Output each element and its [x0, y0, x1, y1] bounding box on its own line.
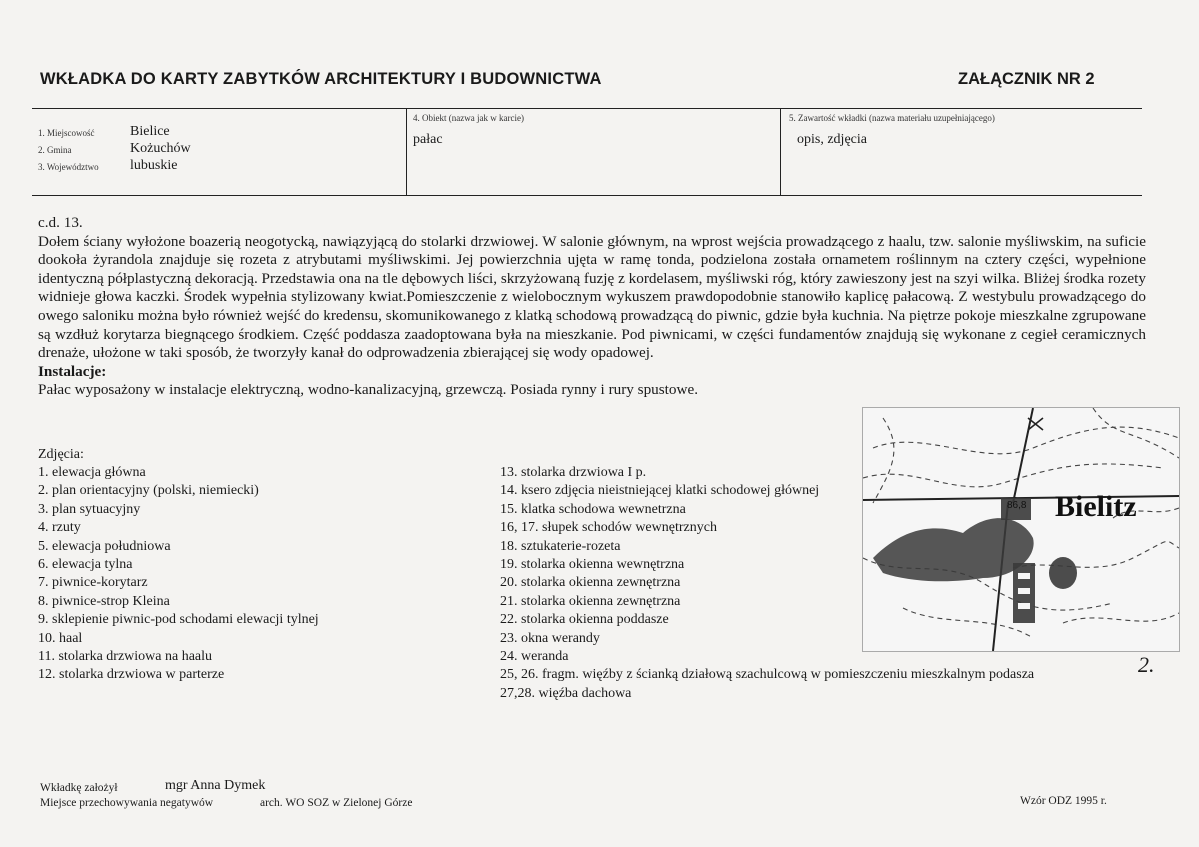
object-label: 4. Obiekt (nazwa jak w karcie)	[413, 113, 524, 123]
list-item: 20. stolarka okienna zewnętrzna	[500, 575, 681, 591]
installations-heading: Instalacje:	[38, 362, 107, 380]
list-item: 8. piwnice-strop Kleina	[38, 593, 170, 609]
list-item: 21. stolarka okienna zewnętrzna	[500, 593, 681, 609]
list-item: 13. stolarka drzwiowa I p.	[500, 465, 647, 480]
installations-text: Pałac wyposażony w instalacje elektryczną, wodno-kanalizacyjną, grzewczą. Posiada rynny i rury spustowe.	[38, 381, 698, 399]
document-title: WKŁADKA DO KARTY ZABYTKÓW ARCHITEKTURY I BUDOWNICTWA	[40, 70, 602, 88]
continued-marker: c.d. 13.	[38, 214, 83, 231]
map-drawing	[863, 408, 1179, 651]
list-item: 11. stolarka drzwiowa na haalu	[38, 649, 213, 665]
list-item: 15. klatka schodowa wewnetrzna	[500, 501, 686, 517]
photos-heading: Zdjęcia:	[38, 447, 84, 462]
storage-value: arch. WO SOZ w Zielonej Górze	[260, 797, 413, 809]
form-divider-2	[780, 108, 781, 195]
template-version: Wzór ODZ 1995 r.	[1020, 795, 1107, 807]
annex-number: ZAŁĄCZNIK NR 2	[958, 70, 1095, 88]
commune-label: 2. Gmina	[38, 145, 72, 155]
list-item: 10. haal	[38, 630, 83, 646]
list-item: 23. okna werandy	[500, 630, 600, 646]
list-item: 22. stolarka okienna poddasze	[500, 612, 669, 628]
list-item: 18. sztukaterie-rozeta	[500, 538, 621, 554]
description-body	[38, 214, 1146, 400]
voivodeship-label: 3. Województwo	[38, 162, 99, 172]
storage-label: Miejsce przechowywania negatywów	[40, 797, 214, 809]
list-item: 1. elewacja główna	[38, 465, 146, 480]
list-item: 14. ksero zdjęcia nieistniejącej klatki schodowej głównej	[500, 483, 820, 499]
list-item: 3. plan sytuacyjny	[38, 501, 141, 517]
list-item: 25, 26. fragm. więźby z ścianką działową szachulcową w pomieszczeniu mieszkalnym podasza	[500, 667, 1035, 683]
map-marker-label: 86,8	[1007, 500, 1027, 511]
list-item: 9. sklepienie piwnic-pod schodami elewacji tylnej	[38, 612, 319, 628]
description-paragraph: Dołem ściany wyłożone boazerią neogotycką, nawiązyjącą do stolarki drzwiowej. W salonie głównym, na wprost wejścia prowadzącego z haalu, tzw. salonie myśliwskim, na suficie dookoła żyrandola znajduje się rozeta z atrybutami myśliwskimi. Jej powierzchnia ujęta w ramę tonda, podzielona została ornametem roślinnym na cztery części, wypełnione identyczną półplastyczną dekoracją. Przedstawia ona na tle dębowych liści, skrzyżowaną fuzję z kordelasem, myśliwski róg, który zawieszony jest na szyi wilka. Bliżej środka rozety widnieje głowa kaczki. Środek wypełnia stylizowany kwiat.Pomieszczenie z wielobocznym wykuszem prawdopodobnie stanowiło kaplicę pałacową. Z westybulu prowadzącego do owego saloniku można było również wejść do kredensu, skomunikowanego z klatką schodową prowadzącą do piwnic, gdzie była kuchnia. Na piętrze pokoje mieszkalne zgrupowane są wzdłuż korytarza biegnącego środkiem. Część poddasza zaadoptowana była na mieszkanie. Pod piwnicami, w części fundamentów znajdują się wykonane z cegieł ceramicznych drenaże, ułożone w taki sposób, że tworzyły kanał do odprowadzenia zbierającej się wody opadowej.	[38, 232, 1146, 362]
list-item: 2. plan orientacyjny (polski, niemiecki)	[38, 483, 259, 499]
list-item: 16, 17. słupek schodów wewnętrznych	[500, 520, 717, 536]
list-item: 24. weranda	[500, 649, 569, 665]
location-label: 1. Miejscowość	[38, 128, 95, 138]
map-town-label: Bielitz	[1055, 490, 1137, 523]
object-value: pałac	[413, 132, 443, 147]
commune-value: Kożuchów	[130, 141, 191, 156]
form-bottom-border	[32, 195, 1142, 196]
list-item: 27,28. więźba dachowa	[500, 685, 632, 701]
list-item: 6. elewacja tylna	[38, 557, 133, 573]
form-divider-1	[406, 108, 407, 195]
page-number: 2.	[1138, 652, 1155, 677]
voivodeship-value: lubuskie	[130, 158, 178, 173]
location-map	[862, 407, 1180, 652]
form-top-border	[32, 108, 1142, 109]
list-item: 7. piwnice-korytarz	[38, 575, 148, 591]
list-item: 4. rzuty	[38, 520, 81, 536]
list-item: 12. stolarka drzwiowa w parterze	[38, 667, 225, 683]
list-item: 5. elewacja południowa	[38, 538, 171, 554]
content-value: opis, zdjęcia	[797, 132, 867, 147]
author-value: mgr Anna Dymek	[165, 778, 266, 793]
list-item: 19. stolarka okienna wewnętrzna	[500, 557, 685, 573]
content-label: 5. Zawartość wkładki (nazwa materiału uzupełniającego)	[789, 113, 995, 123]
author-label: Wkładkę założył	[40, 782, 118, 794]
photo-list-left	[38, 464, 319, 685]
location-value: Bielice	[130, 124, 170, 139]
